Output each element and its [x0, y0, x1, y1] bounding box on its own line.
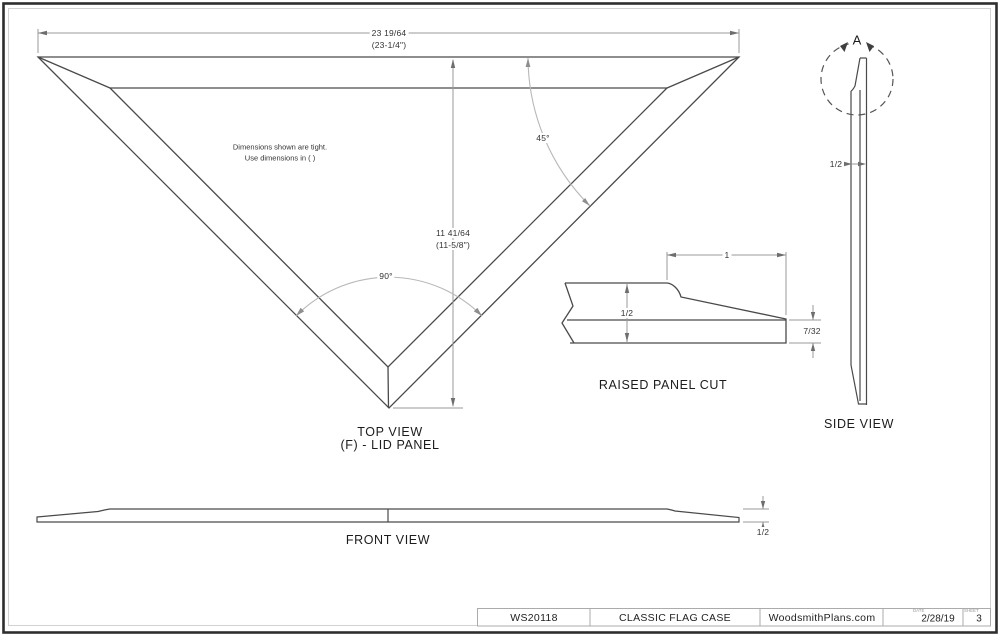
raised-panel-thickness-dim: 1/2: [620, 308, 634, 318]
raised-panel-cut-label: RAISED PANEL CUT: [598, 378, 728, 392]
detail-a-label: A: [849, 33, 866, 48]
front-view-dimensions: [743, 496, 769, 528]
front-view-dim-arrows: [761, 501, 765, 530]
top-view-dimensions: [38, 29, 739, 408]
title-block-website: WoodsmithPlans.com: [768, 612, 876, 624]
top-view-label: TOP VIEW: [357, 425, 423, 439]
front-view-label: FRONT VIEW: [345, 533, 431, 547]
title-block-title: CLASSIC FLAG CASE: [619, 612, 731, 624]
detail-a-circle: [821, 43, 893, 115]
side-view-thickness-dim: 1/2: [829, 159, 843, 169]
raised-panel-width-dim: 1: [724, 250, 730, 260]
top-view-height-dim-paren: (11-5/8"): [436, 240, 470, 250]
top-view-height-dim: 11 41/64: [435, 228, 471, 238]
side-view-label: SIDE VIEW: [824, 417, 894, 431]
title-block-plan-number: WS20118: [510, 612, 558, 624]
raised-panel-cut-outline: [562, 283, 786, 343]
top-view-sublabel: (F) - LID PANEL: [340, 438, 440, 452]
title-block-sheet-number: 3: [976, 613, 982, 625]
top-view-width-dim: 23 19/64: [371, 28, 407, 38]
top-view-dim-arrows: [38, 31, 739, 407]
front-view-outline: [37, 509, 739, 522]
raised-panel-edge-dim: 7/32: [803, 326, 821, 336]
top-view-width-dim-paren: (23-1/4"): [371, 40, 407, 50]
angle-90-label: 90°: [379, 271, 393, 281]
front-view-thickness-dim: 1/2: [756, 527, 770, 537]
top-view-outline: [38, 57, 739, 408]
title-block-sheet-label: SHEET: [964, 608, 979, 613]
raised-panel-cut-dimensions: [627, 252, 821, 358]
title-block-date: 2/28/19: [921, 613, 955, 625]
note-line2: Use dimensions in ( ): [244, 153, 316, 163]
angle-45-label: 45°: [536, 133, 550, 143]
note-line1: Dimensions shown are tight.: [232, 142, 328, 152]
side-view-outline: [851, 58, 867, 405]
angle-arcs: [296, 58, 590, 316]
sheet-border: [4, 4, 997, 633]
angle-arc-arrows: [296, 58, 590, 316]
title-block-date-label: DATE: [913, 608, 925, 613]
